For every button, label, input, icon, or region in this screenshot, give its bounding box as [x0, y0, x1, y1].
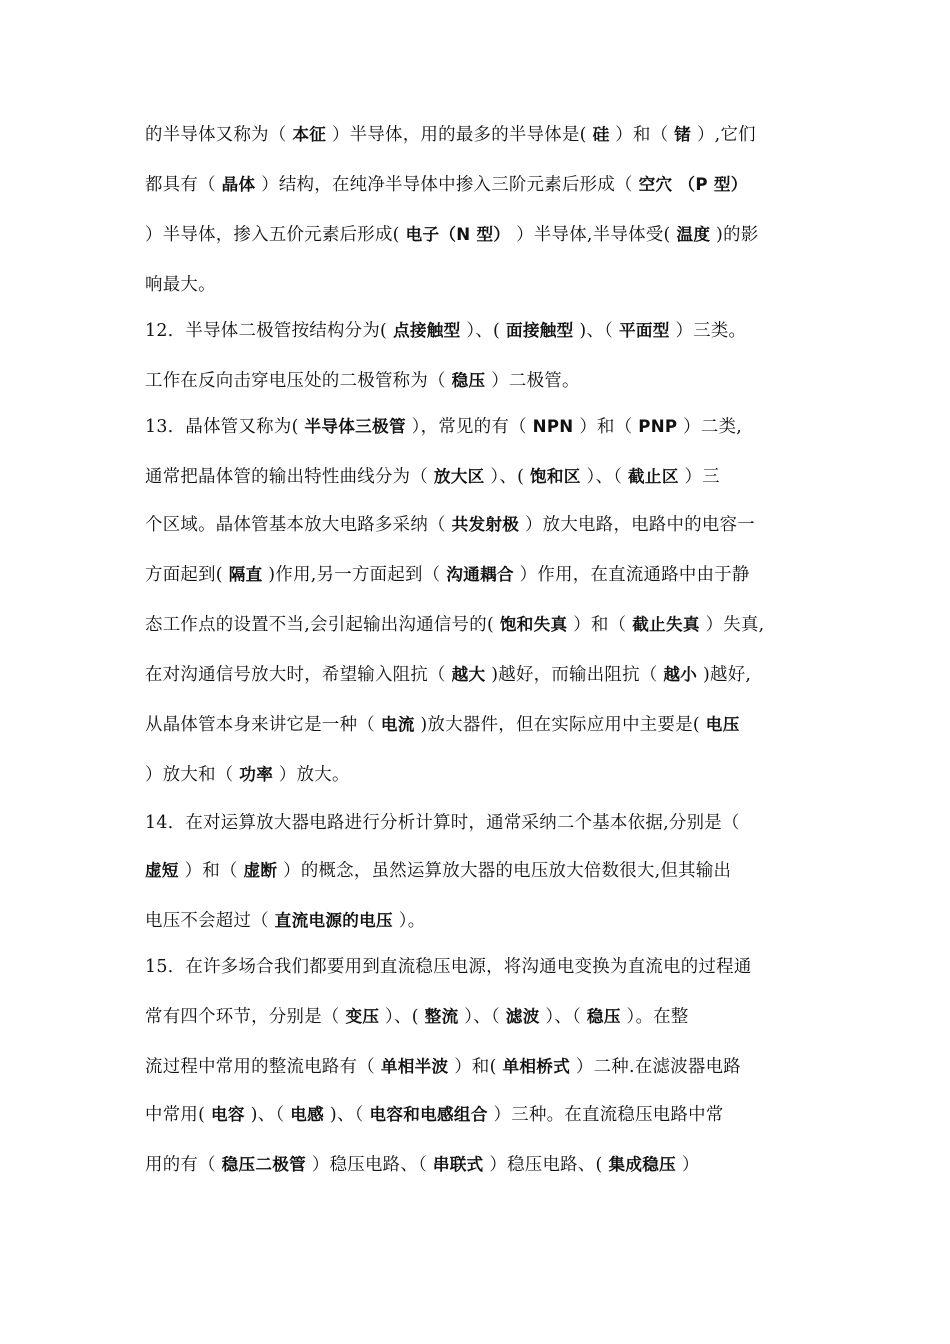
body-text: 电压不会超过（ — [145, 911, 275, 931]
answer-text: 电流 — [380, 715, 415, 734]
answer-text: 硅 — [592, 125, 610, 144]
text-line — [145, 464, 825, 490]
body-text: ）半导体，用的最多的半导体是( — [326, 125, 593, 145]
body-text: ）放大电路，电路中的电容一 — [519, 515, 755, 535]
body-text: ）稳压电路、（ — [306, 1155, 433, 1175]
answer-text: 面接触型 — [505, 321, 574, 340]
text-line — [145, 172, 825, 198]
body-text: 响最大。 — [145, 275, 216, 295]
answer-text: 单相半波 — [380, 1057, 449, 1076]
text-line — [145, 1054, 825, 1080]
body-text: ）。在整 — [620, 1007, 689, 1027]
text-line — [145, 222, 825, 248]
text-line — [145, 272, 825, 298]
body-text: )、（ — [244, 1105, 291, 1125]
body-text: ）、（ — [580, 467, 629, 487]
answer-text: 共发射极 — [451, 515, 520, 534]
text-line — [145, 662, 825, 688]
text-line — [145, 612, 825, 638]
text-line — [145, 414, 825, 440]
answer-text: 饱和失真 — [499, 615, 568, 634]
body-text: ）放大。 — [273, 765, 350, 785]
body-text: 工作在反向击穿电压处的二极管称为（ — [145, 371, 452, 391]
body-text: ）三种。在直流稳压电路中常 — [487, 1105, 724, 1125]
answer-text: 直流电源的电压 — [274, 911, 393, 930]
body-text: ）和（ — [573, 417, 639, 437]
body-text: ）三 — [678, 467, 720, 487]
body-text: ）半导体,半导体受( — [510, 225, 677, 245]
answer-text: 放大区 — [433, 467, 485, 486]
body-text: 12．半导体二极管按结构分为( — [145, 321, 393, 341]
text-line — [145, 1004, 825, 1030]
body-text: )、（ — [324, 1105, 370, 1125]
answer-text: 虚断 — [243, 861, 278, 880]
body-text: )越好，而输出阻抗（ — [485, 665, 664, 685]
answer-text: 空穴 （P 型） — [638, 175, 748, 194]
body-text: ）。 — [392, 911, 426, 931]
body-text: 中常用( — [145, 1105, 211, 1125]
body-text: ）、（ — [539, 1007, 587, 1027]
body-text: 在对沟通信号放大时，希望输入阻抗（ — [145, 665, 452, 685]
text-line — [145, 368, 825, 394]
body-text: 都具有（ — [145, 175, 222, 195]
text-line — [145, 810, 825, 836]
body-text: ）、( — [484, 467, 531, 487]
body-text: 的半导体又称为（ — [145, 125, 293, 145]
text-line — [145, 762, 825, 788]
answer-text: 越大 — [451, 665, 486, 684]
body-text: ）放大和（ — [145, 765, 240, 785]
answer-text: 电压 — [705, 715, 740, 734]
answer-text: 整流 — [424, 1007, 459, 1026]
body-text: ）和（ — [609, 125, 675, 145]
body-text: ）稳压电路、( — [483, 1155, 609, 1175]
body-text: ）结构，在纯净半导体中掺入三阶元素后形成（ — [255, 175, 639, 195]
answer-text: 变压 — [345, 1007, 380, 1026]
answer-text: 温度 — [676, 225, 711, 244]
answer-text: 单相桥式 — [502, 1057, 571, 1076]
answer-text: NPN — [532, 417, 574, 436]
body-text: ）和( — [448, 1057, 503, 1077]
text-line — [145, 512, 825, 538]
answer-text: 锗 — [674, 125, 692, 144]
body-text: )作用,另一方面起到（ — [262, 565, 447, 585]
body-text: 用的有（ — [145, 1155, 222, 1175]
body-text: ）作用，在直流通路中由于静 — [513, 565, 750, 585]
answer-text: 截止失真 — [632, 615, 700, 634]
body-text: ）的概念，虽然运算放大器的电压放大倍数很大,但其输出 — [277, 861, 732, 881]
body-text: ）二极管。 — [485, 371, 580, 391]
text-line — [145, 318, 825, 344]
body-text: ）、( — [460, 321, 506, 341]
answer-text: 半导体三极管 — [304, 417, 406, 436]
body-text: 个区域。晶体管基本放大电路多采纳（ — [145, 515, 452, 535]
body-text: ）、( — [379, 1007, 425, 1027]
text-line — [145, 122, 825, 148]
answer-text: 本征 — [292, 125, 327, 144]
body-text: ）、（ — [458, 1007, 506, 1027]
body-text: )的影 — [710, 225, 759, 245]
answer-text: 截止区 — [628, 467, 679, 486]
body-text: ） — [676, 1155, 700, 1175]
answer-text: 滤波 — [505, 1007, 540, 1026]
body-text: 态工作点的设置不当,会引起输出沟通信号的( — [145, 615, 500, 635]
answer-text: 功率 — [239, 765, 274, 784]
text-line — [145, 562, 825, 588]
answer-text: 电容和电感组合 — [369, 1105, 488, 1124]
body-text: ）二种.在滤波器电路 — [570, 1057, 741, 1077]
text-line — [145, 908, 825, 934]
body-text: )越好, — [697, 665, 752, 685]
answer-text: 集成稳压 — [608, 1155, 677, 1174]
body-text: ）失真, — [699, 615, 765, 635]
answer-text: 稳压 — [586, 1007, 621, 1026]
body-text: ）和（ — [567, 615, 633, 635]
body-text: )放大器件，但在实际应用中主要是( — [414, 715, 706, 735]
answer-text: 稳压 — [451, 371, 486, 390]
answer-text: PNP — [638, 417, 678, 436]
answer-text: 串联式 — [432, 1155, 484, 1174]
answer-text: 点接触型 — [392, 321, 461, 340]
answer-text: 稳压二极管 — [221, 1155, 307, 1174]
body-text: 13．晶体管又称为( — [145, 417, 305, 437]
answer-text: 饱和区 — [530, 467, 581, 486]
body-text: 通常把晶体管的输出特性曲线分为（ — [145, 467, 434, 487]
answer-text: 电感 — [290, 1105, 325, 1124]
body-text: 从晶体管本身来讲它是一种（ — [145, 715, 381, 735]
body-text: 方面起到( — [145, 565, 229, 585]
text-line — [145, 1102, 825, 1128]
body-text: 15．在许多场合我们都要用到直流稳压电源，将沟通电变换为直流电的过程通 — [145, 957, 752, 977]
answer-text: 沟通耦合 — [446, 565, 514, 584]
answer-text: 晶体 — [221, 175, 256, 194]
text-line — [145, 712, 825, 738]
answer-text: 电子（N 型） — [405, 225, 511, 244]
body-text: 流过程中常用的整流电路有（ — [145, 1057, 381, 1077]
answer-text: 越小 — [663, 665, 698, 684]
body-text: )、（ — [573, 321, 619, 341]
body-text: ），常见的有（ — [405, 417, 533, 437]
body-text: ）半导体，掺入五价元素后形成( — [145, 225, 406, 245]
answer-text: 隔直 — [228, 565, 263, 584]
body-text: ）和（ — [178, 861, 244, 881]
answer-text: 电容 — [211, 1105, 245, 1124]
text-line — [145, 1152, 825, 1178]
body-text: ）三类。 — [669, 321, 747, 341]
text-line — [145, 954, 825, 980]
answer-text: 虚短 — [145, 861, 179, 880]
text-line — [145, 858, 825, 884]
body-text: ）,它们 — [691, 125, 756, 145]
body-text: 14．在对运算放大器电路进行分析计算时，通常采纳二个基本依据,分别是（ — [145, 813, 740, 833]
answer-text: 平面型 — [618, 321, 670, 340]
body-text: 常有四个环节，分别是（ — [145, 1007, 346, 1027]
body-text: ）二类, — [677, 417, 743, 437]
